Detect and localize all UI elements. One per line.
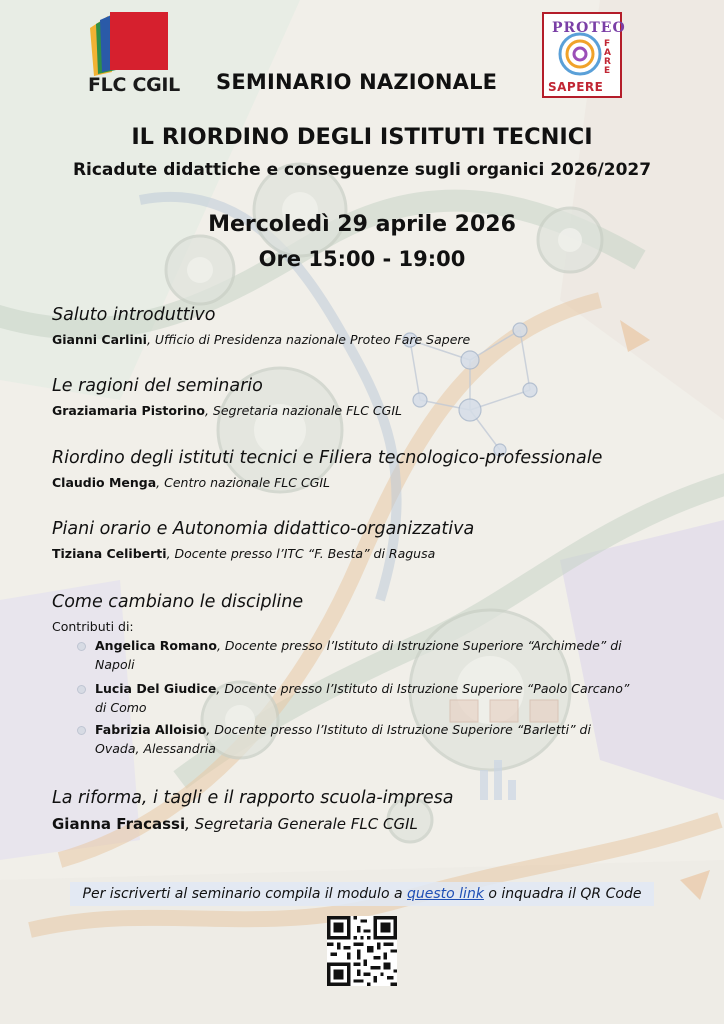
bullet-icon [77, 642, 86, 651]
speaker-role: , Docente presso l’ITC “F. Besta” di Ragusa [166, 546, 436, 561]
page-subtitle: Ricadute didattiche e conseguenze sugli organici 2026/2027 [72, 160, 652, 180]
speaker-name: Gianna Fracassi [52, 815, 186, 833]
speaker-role: , Ufficio di Presidenza nazionale Proteo Fare Sapere [146, 332, 471, 347]
proteo-logo-text: PROTEO [552, 20, 626, 36]
speaker-name: Claudio Menga [52, 475, 157, 490]
contributor-name: Angelica Romano [95, 638, 217, 653]
sapere-logo-text: SAPERE [548, 80, 604, 94]
speaker-role: , Segretaria nazionale FLC CGIL [204, 403, 402, 418]
bullet-icon [77, 685, 86, 694]
speaker-name: Tiziana Celiberti [52, 546, 167, 561]
session-title: Saluto introduttivo [52, 305, 216, 325]
contributor-name: Lucia Del Giudice [95, 681, 217, 696]
list-item [95, 636, 665, 674]
session-speaker [52, 475, 330, 490]
contributor-role: , Docente presso l’Istituto di Istruzione Superiore “Archimede” di [216, 638, 622, 653]
contributor-location: Ovada, Alessandria [95, 741, 216, 756]
registration-call-to-action [70, 882, 654, 906]
seminar-label: SEMINARIO NAZIONALE [216, 70, 498, 94]
session-title: Riordino degli istituti tecnici e Filiera tecnologico-professionale [52, 448, 603, 468]
cta-prefix: Per iscriverti al seminario compila il modulo a [82, 886, 407, 902]
speaker-role: , Centro nazionale FLC CGIL [156, 475, 331, 490]
speaker-name: Gianni Carlini [52, 332, 147, 347]
speaker-name: Graziamaria Pistorino [52, 403, 205, 418]
flc-cgil-logo-text: FLC CGIL [88, 74, 180, 96]
bullet-icon [77, 726, 86, 735]
proteo-fare-sapere-logo [542, 12, 626, 98]
list-item [95, 720, 665, 758]
session-title: Le ragioni del seminario [52, 376, 263, 396]
event-time: Ore 15:00 - 19:00 [258, 247, 466, 271]
session-speaker [52, 332, 470, 347]
fare-logo-text: FARE [604, 39, 611, 76]
list-item [95, 679, 665, 717]
registration-link[interactable]: questo link [407, 886, 484, 902]
contributor-name: Fabrizia Alloisio [95, 722, 207, 737]
session-title: La riforma, i tagli e il rapporto scuola-impresa [52, 788, 454, 808]
session-speaker [52, 815, 418, 833]
session-title: Come cambiano le discipline [52, 592, 304, 612]
contributor-role: , Docente presso l’Istituto di Istruzione Superiore “Paolo Carcano” [216, 681, 630, 696]
page-title: IL RIORDINO DEGLI ISTITUTI TECNICI [131, 124, 593, 150]
speaker-role: , Segretaria Generale FLC CGIL [185, 815, 418, 833]
qr-code[interactable] [327, 916, 397, 986]
contributor-location: di Como [95, 700, 147, 715]
cta-suffix: o inquadra il QR Code [483, 886, 642, 902]
session-speaker [52, 546, 435, 561]
event-date: Mercoledì 29 aprile 2026 [208, 212, 516, 237]
session-title: Piani orario e Autonomia didattico-organizzativa [52, 519, 475, 539]
contributions-label: Contributi di: [52, 619, 134, 634]
session-speaker [52, 403, 402, 418]
contributor-location: Napoli [95, 657, 135, 672]
contributor-role: , Docente presso l’Istituto di Istruzione Superiore “Barletti” di [206, 722, 591, 737]
